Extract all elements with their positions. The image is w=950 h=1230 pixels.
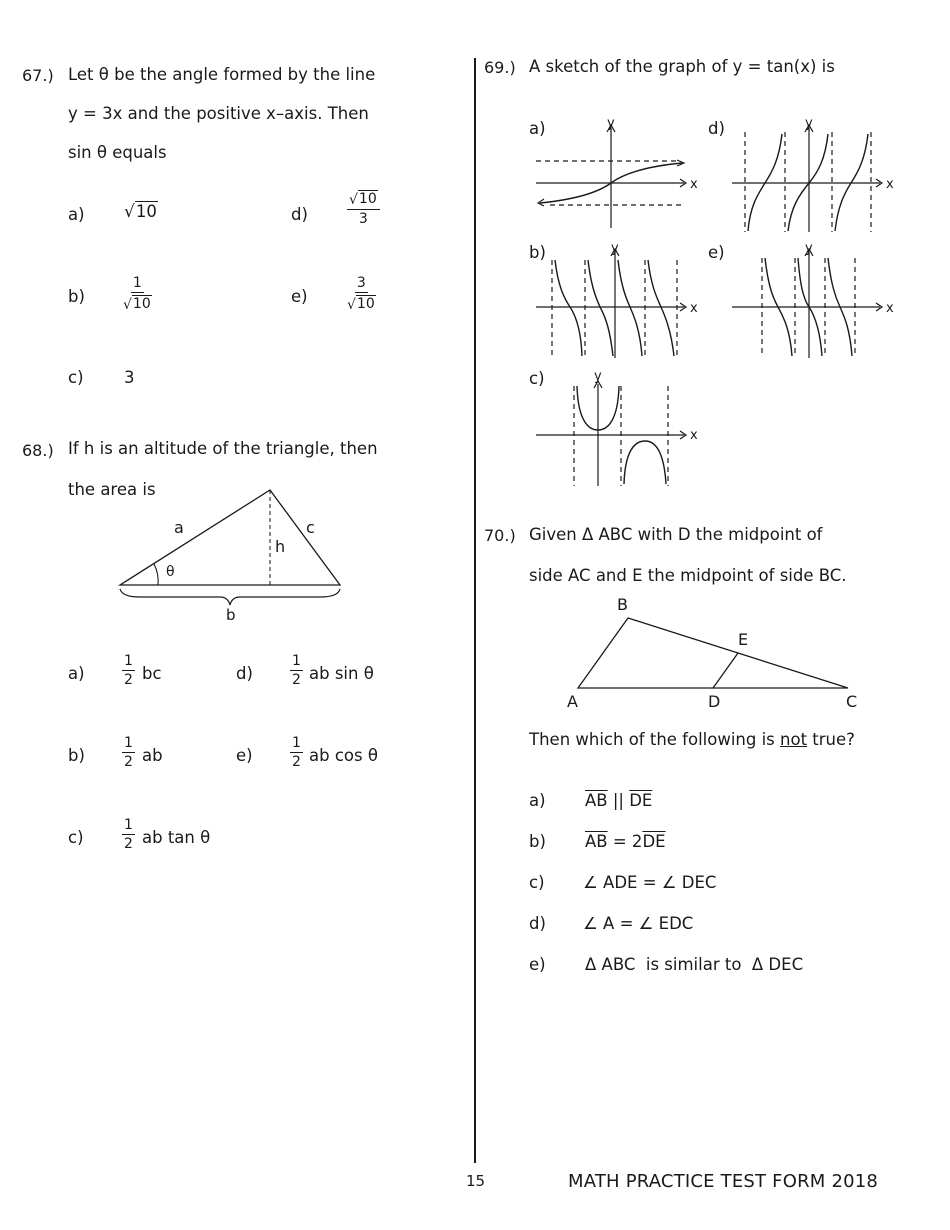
q69-b-branch-1 — [555, 260, 582, 356]
q68-option-d-half — [290, 654, 303, 687]
q70-question — [529, 730, 855, 749]
q67-e-numerator: 3 — [356, 275, 366, 291]
q69-b-branch-4 — [648, 260, 674, 356]
q67-line3: sin θ equals — [68, 143, 167, 162]
q70-option-b-label[interactable]: b) — [529, 832, 546, 851]
q69-graph-b — [530, 238, 706, 362]
q69-c-x-label: x — [690, 428, 698, 443]
q67-option-b-label[interactable]: b) — [68, 287, 85, 306]
q68-label-b: b — [226, 606, 236, 624]
q68-option-d-label[interactable]: d) — [236, 664, 253, 683]
q69-b-x-label: x — [690, 301, 698, 316]
q68-a-num: 1 — [124, 653, 133, 669]
q68-line1: If h is an altitude of the triangle, then — [68, 439, 378, 458]
q69-e-x-label: x — [886, 301, 894, 316]
q70-label-A: A — [567, 692, 578, 711]
q70-question-pre: Then which of the following is — [529, 730, 781, 749]
q70-label-E: E — [738, 630, 749, 649]
q69-graph-e — [728, 238, 898, 362]
q70-b-seg1: $\overline{AB}$ — [585, 832, 608, 851]
q70-label-D: D — [708, 692, 721, 711]
q70-option-a-text — [585, 791, 652, 810]
q67-option-d-value: √ 10 3 — [347, 190, 380, 226]
q70-line1: Given Δ ABC with D the midpoint of — [529, 525, 823, 544]
q67-option-b-value: 1 √ 10 — [123, 275, 151, 314]
q68-label-c: c — [306, 518, 315, 537]
q70-triangle-abc — [578, 618, 848, 688]
q70-option-d-label[interactable]: d) — [529, 914, 546, 933]
q68-option-b-half — [122, 736, 135, 769]
q67-d-denominator: 3 — [358, 211, 368, 228]
q68-e-num: 1 — [292, 735, 301, 751]
q70-option-c-text: ∠ ADE = ∠ DEC — [583, 873, 717, 892]
column-divider — [474, 58, 476, 1163]
q67-line2: y = 3x and the positive x–axis. Then — [68, 104, 369, 123]
q69-a-y-label: y — [607, 116, 615, 131]
q69-number: 69.) — [484, 58, 516, 77]
q68-triangle-outline — [120, 490, 340, 585]
q69-option-a-label[interactable]: a) — [529, 119, 546, 138]
q68-c-den: 2 — [124, 836, 133, 852]
q69-b-branch-3 — [618, 260, 642, 356]
q67-b-numerator: 1 — [132, 275, 142, 291]
q68-a-den: 2 — [124, 672, 133, 688]
q69-b-y-label: y — [611, 241, 619, 256]
q69-b-branch-2 — [588, 260, 613, 356]
q70-line2: side AC and E the midpoint of side BC. — [529, 566, 847, 585]
q68-angle-arc — [154, 564, 158, 585]
q68-d-den: 2 — [292, 672, 301, 688]
q67-line1: Let θ be the angle formed by the line — [68, 65, 376, 84]
q68-b-num: 1 — [124, 735, 133, 751]
footer-title: MATH PRACTICE TEST FORM 2018 — [568, 1171, 879, 1192]
q70-option-e-text: Δ ABC is similar to Δ DEC — [585, 955, 804, 974]
q68-label-theta: θ — [166, 564, 175, 580]
q68-e-den: 2 — [292, 754, 301, 770]
q68-option-d-expr: ab sin θ — [309, 664, 374, 683]
q68-line2: the area is — [68, 480, 156, 499]
q69-e-y-label: y — [805, 241, 813, 256]
q67-a-radicand: 10 — [135, 202, 157, 221]
q67-e-radicand: 10 — [356, 296, 375, 312]
q67-option-e-label[interactable]: e) — [291, 287, 308, 306]
q68-label-a: a — [174, 518, 184, 537]
q69-d-y-label: y — [805, 116, 813, 131]
q67-option-e-value: 3 √ 10 — [347, 275, 375, 314]
q70-question-post: true? — [807, 730, 855, 749]
q69-a-x-label: x — [690, 177, 698, 192]
q69-c-y-label: y — [594, 369, 602, 384]
q70-a-seg1: $\overline{AB}$ — [585, 791, 608, 810]
q68-number: 68.) — [22, 441, 54, 460]
q70-triangle-figure — [560, 592, 870, 714]
q68-option-e-half — [290, 736, 303, 769]
q70-label-B: B — [617, 595, 628, 614]
q70-number: 70.) — [484, 526, 516, 545]
q69-line1: A sketch of the graph of y = tan(x) is — [529, 57, 835, 76]
q70-question-not: not — [780, 730, 808, 749]
q70-label-C: C — [846, 692, 858, 711]
q68-option-c-half — [122, 818, 135, 851]
q69-c-lower-branch — [624, 441, 666, 484]
q69-option-c-label[interactable]: c) — [529, 369, 545, 388]
q67-b-radicand: 10 — [132, 296, 151, 312]
q68-option-a-half — [122, 654, 135, 687]
q68-option-c-expr: ab tan θ — [142, 828, 211, 847]
q68-c-num: 1 — [124, 817, 133, 833]
page-number: 15 — [466, 1172, 486, 1190]
q70-option-e-label[interactable]: e) — [529, 955, 546, 974]
q70-a-seg2: $\overline{DE}$ — [629, 791, 653, 810]
q68-option-c-label[interactable]: c) — [68, 828, 84, 847]
q68-option-e-expr: ab cos θ — [309, 746, 378, 765]
q69-d-x-label: x — [886, 177, 894, 192]
q70-b-mid: = 2 — [607, 832, 643, 851]
q68-base-brace — [120, 589, 340, 605]
q68-b-den: 2 — [124, 754, 133, 770]
q68-option-a-label[interactable]: a) — [68, 664, 85, 683]
q69-graph-d — [728, 114, 898, 236]
q70-option-a-label[interactable]: a) — [529, 791, 546, 810]
q69-option-b-label[interactable]: b) — [529, 243, 546, 262]
q68-option-b-expr: ab — [142, 746, 163, 765]
q67-d-radicand: 10 — [358, 191, 377, 207]
q69-option-d-label[interactable]: d) — [708, 119, 725, 138]
q70-a-mid: || — [607, 791, 630, 810]
q67-option-a-label[interactable]: a) — [68, 205, 85, 224]
q67-option-c-value: 3 — [124, 368, 135, 387]
q69-option-e-label[interactable]: e) — [708, 243, 725, 262]
q69-graph-a — [530, 114, 706, 236]
q70-option-c-label[interactable]: c) — [529, 873, 545, 892]
q68-d-num: 1 — [292, 653, 301, 669]
q70-option-d-text: ∠ A = ∠ EDC — [583, 914, 694, 933]
q70-segment-de — [713, 653, 738, 688]
q68-option-a-expr: bc — [142, 664, 162, 683]
q68-option-b-label[interactable]: b) — [68, 746, 85, 765]
q70-option-b-text — [585, 832, 666, 851]
q67-option-d-label[interactable]: d) — [291, 205, 308, 224]
q68-label-h: h — [275, 537, 286, 556]
q69-graph-c — [530, 364, 706, 490]
q68-triangle-figure — [110, 480, 350, 630]
q67-option-c-label[interactable]: c) — [68, 368, 84, 387]
q67-number: 67.) — [22, 66, 54, 85]
q68-option-e-label[interactable]: e) — [236, 746, 253, 765]
q70-b-seg2: $\overline{DE}$ — [642, 832, 666, 851]
q67-option-a-value: √ 10 — [124, 202, 157, 223]
